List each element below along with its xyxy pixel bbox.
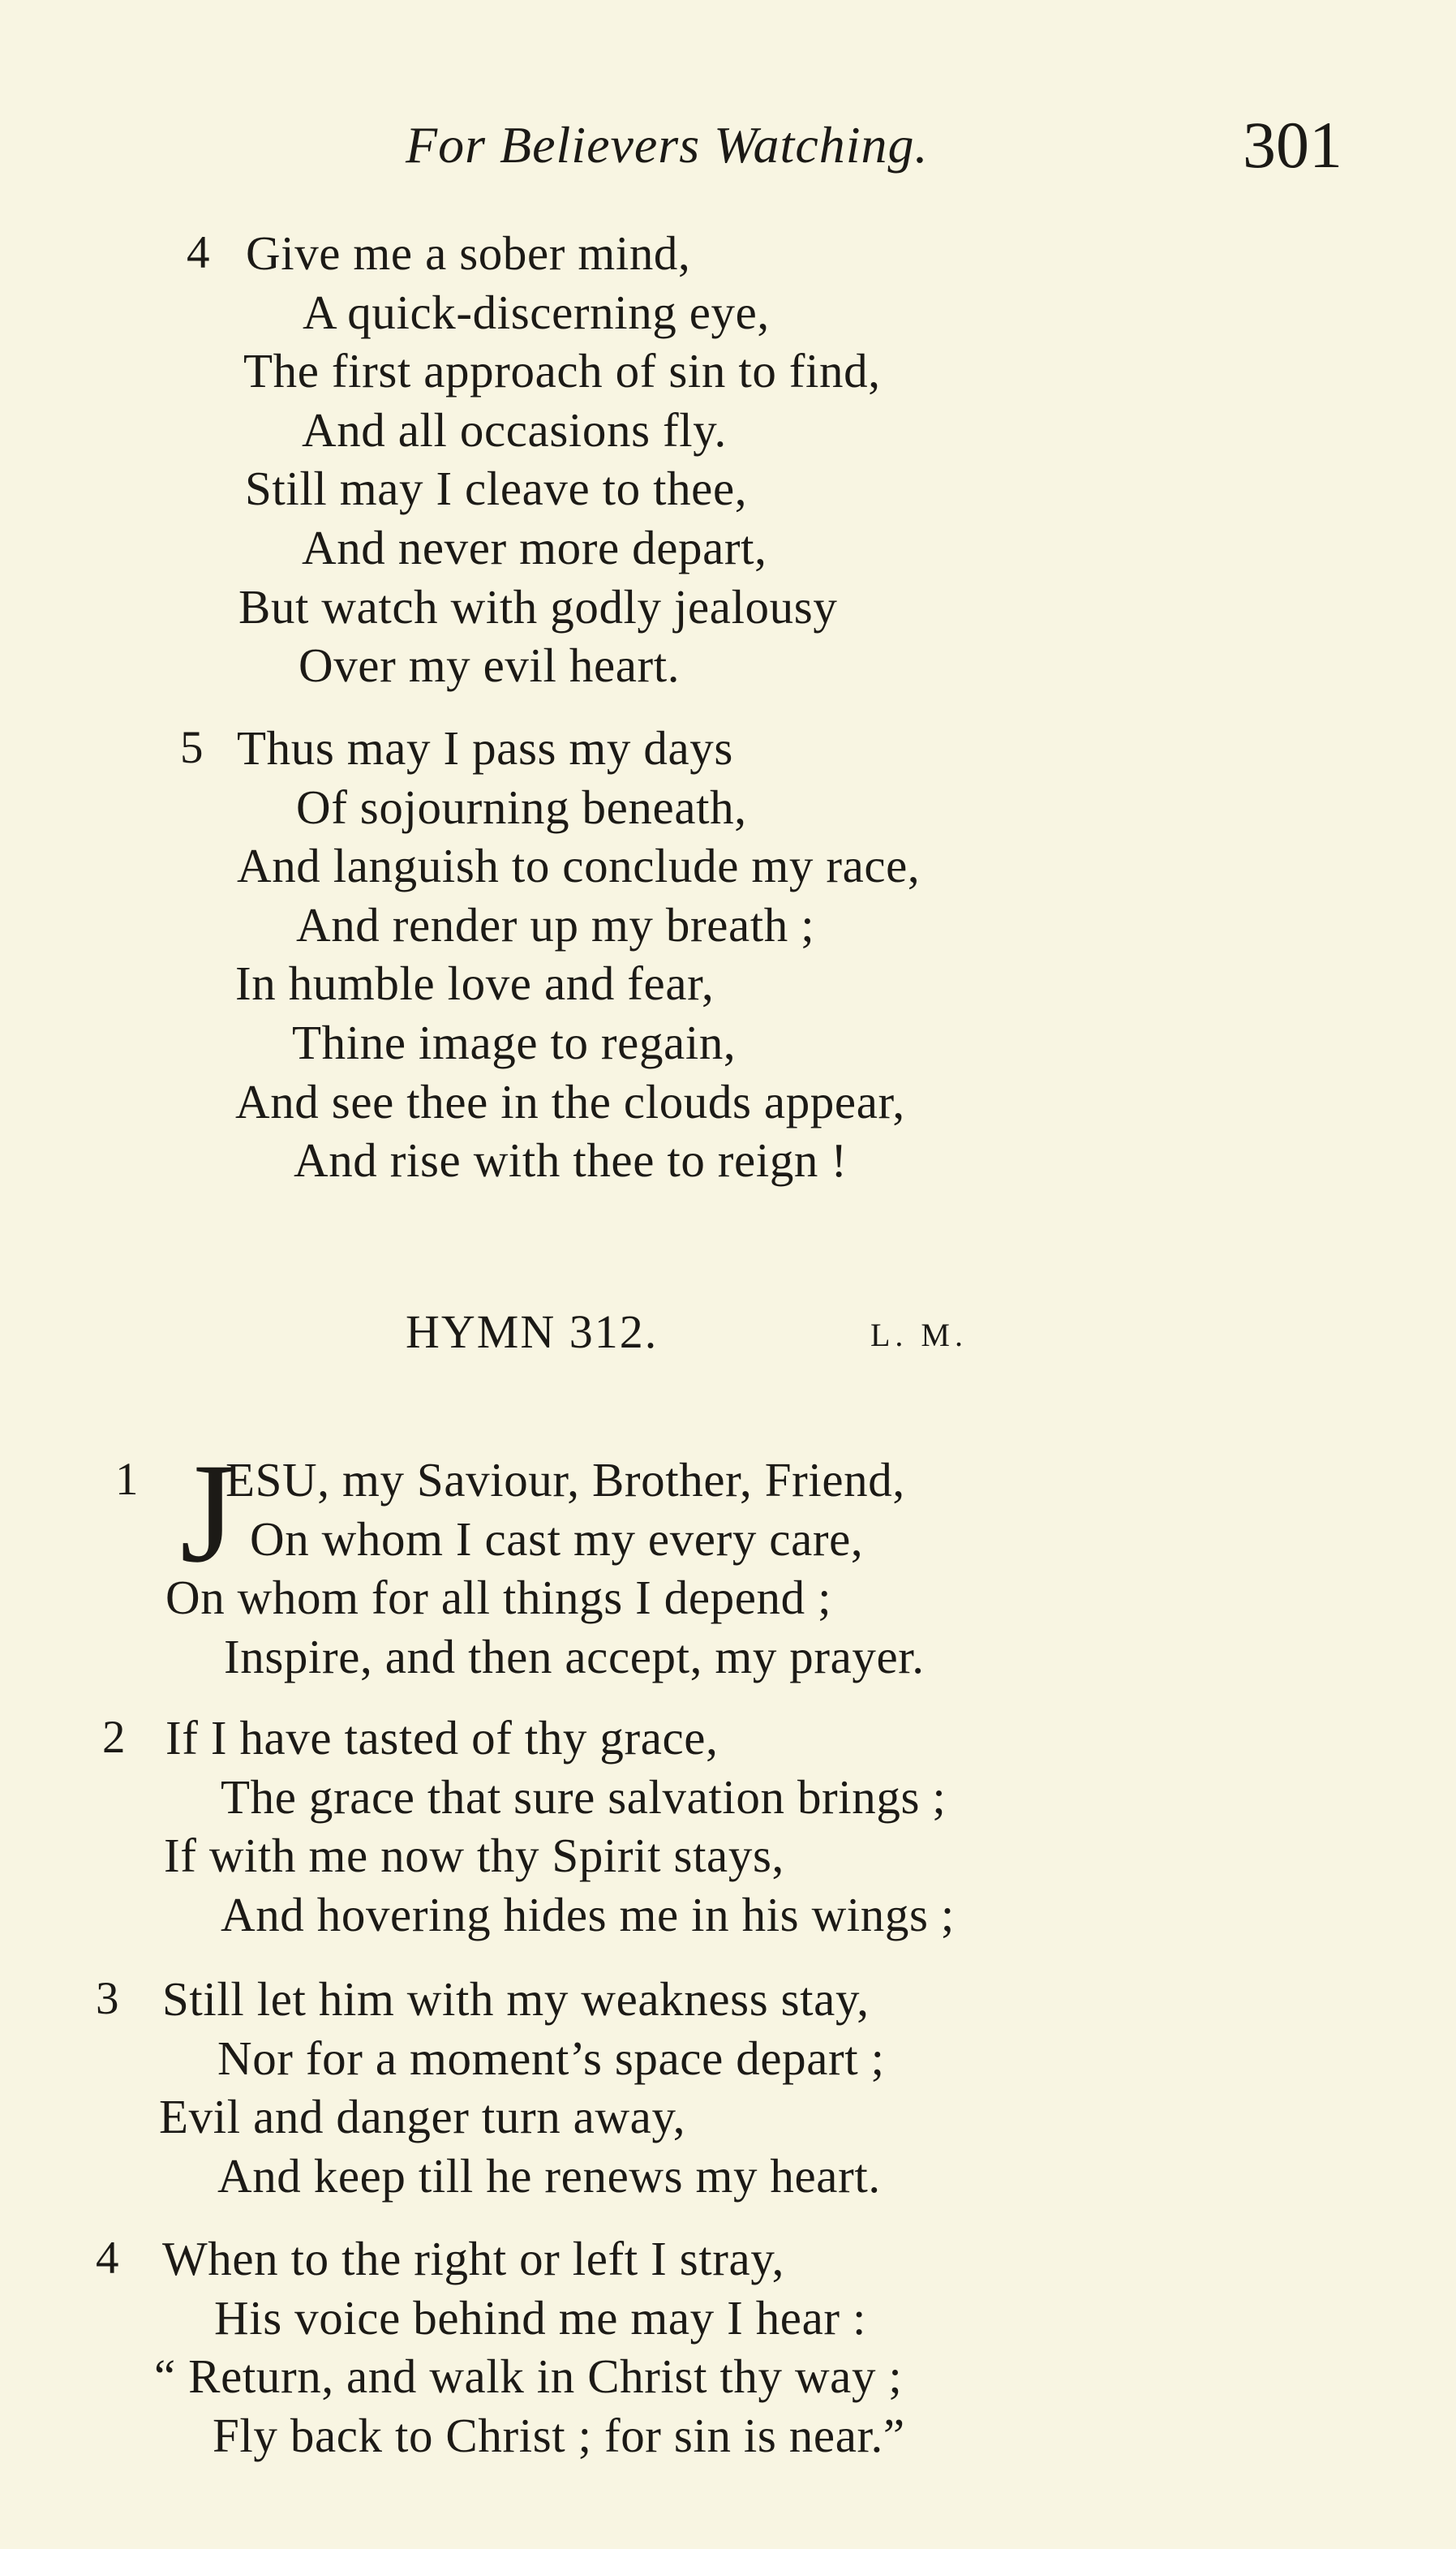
verse-line: Over my evil heart.: [299, 638, 681, 692]
verse-line: A quick-discerning eye,: [303, 286, 770, 339]
verse-line: Inspire, and then accept, my prayer.: [224, 1630, 925, 1683]
verse-line: When to the right or left I stray,: [162, 2232, 784, 2285]
verse-line: Nor for a moment’s space depart ;: [217, 2031, 885, 2085]
verse-line: Fly back to Christ ; for sin is near.”: [213, 2409, 905, 2462]
running-title: For Believers Watching.: [406, 116, 929, 174]
verse-line: “ Return, and walk in Christ thy way ;: [154, 2349, 903, 2403]
drop-cap: J: [180, 1434, 236, 1593]
verse-line: His voice behind me may I hear :: [214, 2291, 866, 2345]
verse-line: Thus may I pass my days: [237, 721, 733, 775]
verse-line: In humble love and fear,: [235, 956, 715, 1010]
verse-line: On whom I cast my every care,: [250, 1512, 864, 1566]
verse-line: Give me a sober mind,: [246, 226, 691, 280]
running-head: [0, 108, 1456, 185]
verse-line: And rise with thee to reign !: [294, 1133, 848, 1187]
page-number: 301: [1243, 108, 1342, 182]
verse-line: The grace that sure salvation brings ;: [221, 1770, 947, 1824]
verse-line: Still let him with my weakness stay,: [162, 1972, 870, 2026]
verse-line: And never more depart,: [302, 521, 767, 574]
stanza-number: 5: [180, 722, 204, 773]
verse-line: Thine image to regain,: [292, 1016, 737, 1069]
verse-line: If with me now thy Spirit stays,: [164, 1829, 784, 1882]
verse-line: On whom for all things I depend ;: [165, 1571, 832, 1624]
verse-line: Of sojourning beneath,: [296, 780, 747, 834]
verse-line: And keep till he renews my heart.: [217, 2149, 881, 2203]
verse-line: And render up my breath ;: [296, 898, 815, 952]
verse-line: And hovering hides me in his wings ;: [221, 1888, 955, 1941]
stanza-number: 4: [96, 2233, 119, 2284]
hymn-heading: [0, 1305, 1456, 1369]
verse-line: Still may I cleave to thee,: [245, 462, 748, 515]
verse-line: The first approach of sin to find,: [243, 344, 881, 398]
verse-line: If I have tasted of thy grace,: [165, 1711, 719, 1765]
stanza-number: 4: [187, 227, 210, 278]
verse-line: But watch with godly jealousy: [238, 580, 838, 634]
hymn-title: HYMN 312.: [406, 1305, 659, 1358]
verse-line: ESU, my Saviour, Brother, Friend,: [225, 1453, 905, 1507]
verse-line: Evil and danger turn away,: [159, 2090, 686, 2143]
verse-line: And languish to conclude my race,: [237, 839, 921, 892]
hymn-meter: L. M.: [870, 1317, 968, 1353]
stanza-number: 3: [96, 1973, 119, 2024]
stanza-number: 1: [115, 1454, 139, 1505]
verse-line: And all occasions fly.: [302, 403, 727, 457]
verse-line: And see thee in the clouds appear,: [235, 1075, 905, 1128]
stanza-number: 2: [102, 1712, 126, 1763]
